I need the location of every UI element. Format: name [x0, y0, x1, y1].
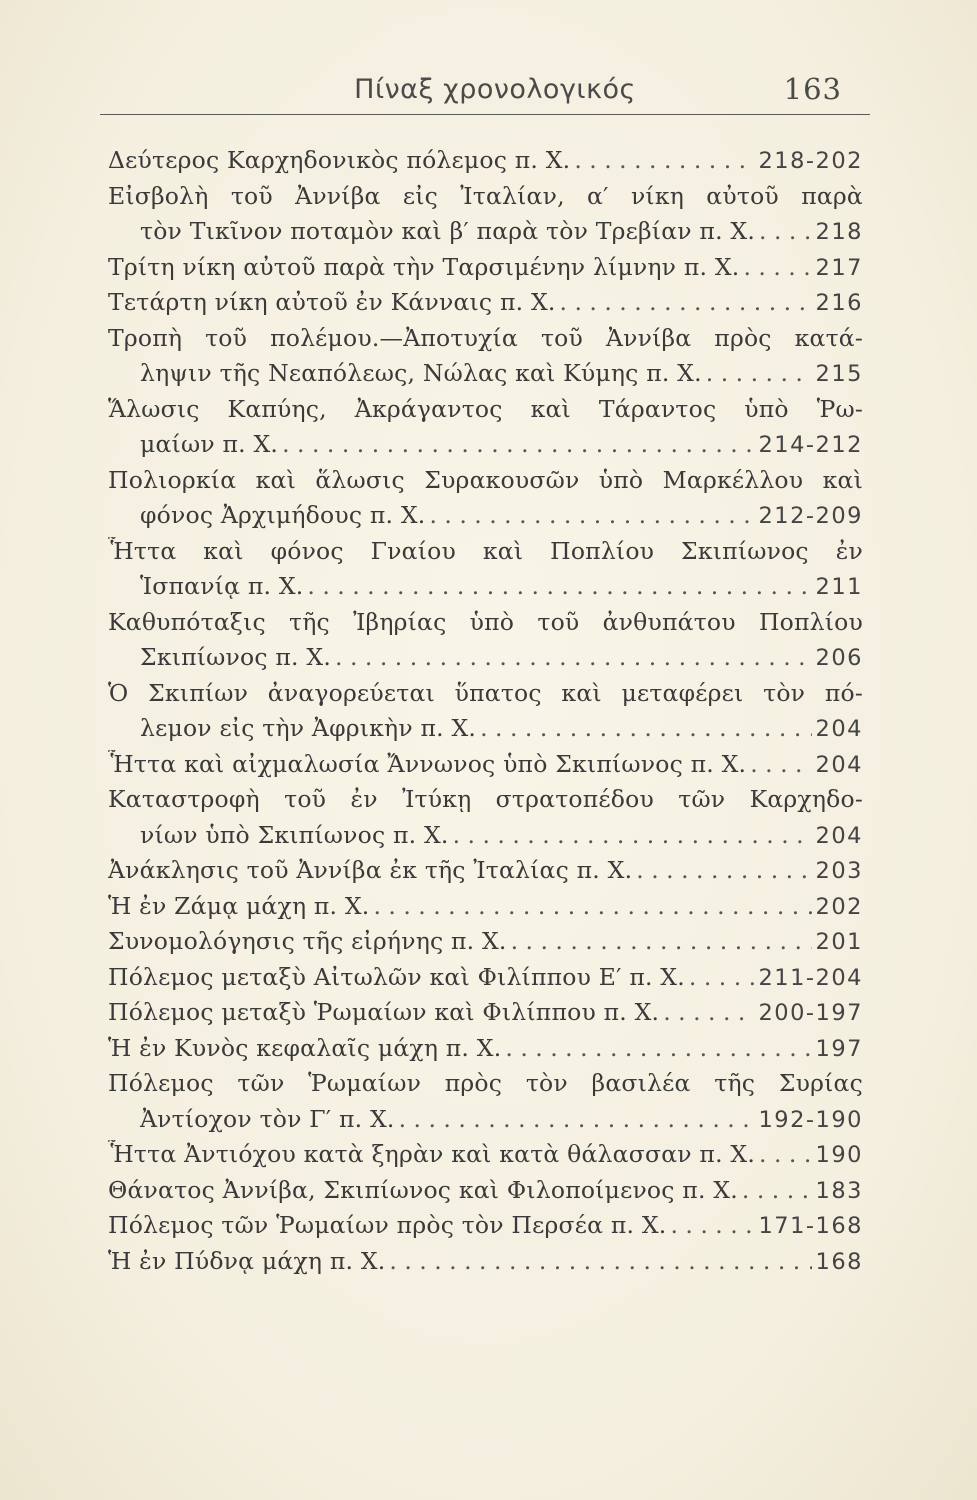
dot-leader	[389, 1247, 811, 1275]
table-row	[108, 1034, 863, 1070]
event-text: Πόλεμος τῶν Ῥωμαίων πρὸς τὸν Περσέα π. Χ.	[108, 1211, 667, 1239]
dot-leader	[560, 288, 812, 316]
event-text: Ἱσπανίᾳ π. Χ.	[140, 572, 304, 600]
event-text: Ἡ ἐν Ζάμᾳ μάχη π. Χ.	[108, 891, 370, 920]
dot-leader	[636, 856, 811, 884]
table-row	[108, 608, 863, 644]
table-row	[108, 395, 863, 431]
event-text: Ἀνάκλησις τοῦ Ἀννίβα ἐκ τῆς Ἰταλίας π. Χ.	[108, 856, 633, 884]
event-text: Τροπὴ τοῦ πολέμου.—Ἀποτυχία τοῦ Ἀννίβα πρὸς κατά-	[108, 323, 863, 352]
event-year: 206	[815, 645, 863, 671]
dot-leader	[307, 572, 811, 600]
event-year: 190	[815, 1142, 863, 1168]
event-text: Ἧττα καὶ φόνος Γναίου καὶ Ποπλίου Σκιπίωνος ἐν	[108, 536, 863, 565]
table-row	[108, 1140, 863, 1176]
event-year: 212-209	[758, 503, 863, 529]
chronological-table	[108, 146, 863, 1282]
event-text: Θάνατος Ἀννίβα, Σκιπίωνος καὶ Φιλοποίμενος π. Χ.	[108, 1175, 738, 1204]
page-title: Πίναξ χρονολογικός	[354, 74, 636, 105]
dot-leader	[742, 1176, 812, 1204]
event-year: 204	[815, 822, 863, 849]
table-row	[108, 146, 863, 182]
event-year: 216	[815, 290, 863, 316]
dot-leader	[743, 253, 811, 281]
table-row	[108, 856, 863, 892]
event-text: Συνομολόγησις τῆς εἰρήνης π. Χ.	[108, 927, 507, 955]
dot-leader	[505, 1034, 811, 1062]
event-year: 168	[815, 1248, 863, 1275]
event-text: φόνος Ἀρχιμήδους π. Χ.	[140, 501, 426, 529]
event-year: 211-204	[758, 964, 863, 991]
event-text: νίων ὑπὸ Σκιπίωνος π. Χ.	[140, 820, 449, 849]
table-row-continuation	[108, 714, 863, 750]
event-year: 200-197	[758, 1000, 863, 1026]
event-text: ληψιν τῆς Νεαπόλεως, Νώλας καὶ Κύμης π. Χ.	[140, 359, 702, 387]
table-row	[108, 750, 863, 786]
event-text: λεμον εἰς τὴν Ἀφρικὴν π. Χ.	[140, 714, 477, 742]
event-year: 218	[815, 219, 863, 245]
table-row	[108, 253, 863, 289]
dot-leader	[574, 146, 754, 174]
event-year: 214-212	[758, 432, 863, 458]
event-year: 211	[815, 574, 863, 600]
page-number: 163	[783, 72, 842, 106]
event-year: 171-168	[758, 1213, 863, 1239]
dot-leader	[511, 927, 812, 955]
table-row-continuation	[108, 1105, 863, 1141]
table-row	[108, 892, 863, 928]
event-text: Σκιπίωνος π. Χ.	[140, 643, 331, 671]
event-text: μαίων π. Χ.	[140, 430, 279, 458]
table-row	[108, 288, 863, 324]
event-text: Πόλεμος μεταξὺ Ῥωμαίων καὶ Φιλίππου π. Χ.	[108, 998, 660, 1026]
event-year: 217	[815, 254, 863, 281]
event-year: 201	[815, 929, 863, 955]
event-text: Καταστροφὴ τοῦ ἐν Ἰτύκῃ στρατοπέδου τῶν Καρχηδο-	[108, 785, 863, 813]
table-row	[108, 998, 863, 1034]
event-text: Πολιορκία καὶ ἅλωσις Συρακουσῶν ὑπὸ Μαρκέλλου καὶ	[108, 465, 863, 494]
event-text: Ἀντίοχον τὸν Γ′ π. Χ.	[140, 1104, 395, 1133]
event-text: Ἅλωσις Καπύης, Ἀκράγαντος καὶ Τάραντος ὑπὸ Ῥω-	[108, 394, 863, 423]
dot-leader	[335, 643, 812, 671]
table-row	[108, 537, 863, 573]
table-row	[108, 679, 863, 715]
event-text: Εἰσβολὴ τοῦ Ἀννίβα εἰς Ἰταλίαν, α′ νίκη αὐτοῦ παρὰ	[108, 181, 863, 210]
event-year: 204	[815, 716, 863, 742]
dot-leader	[373, 892, 811, 920]
table-row-continuation	[108, 501, 863, 537]
dot-leader	[663, 998, 754, 1026]
page-header	[100, 72, 870, 115]
event-year: 183	[815, 1177, 863, 1204]
table-row	[108, 927, 863, 963]
table-row	[108, 963, 863, 999]
dot-leader	[750, 750, 811, 778]
event-year: 197	[815, 1035, 863, 1062]
event-text: Καθυπόταξις τῆς Ἰβηρίας ὑπὸ τοῦ ἀνθυπάτου Ποπλίου	[108, 607, 863, 636]
dot-leader	[706, 359, 812, 387]
table-row-continuation	[108, 572, 863, 608]
event-year: 218-202	[758, 148, 863, 174]
dot-leader	[689, 963, 755, 991]
dot-leader	[480, 714, 811, 742]
table-row-continuation	[108, 821, 863, 857]
event-text: Ἧττα καὶ αἰχμαλωσία Ἄννωνος ὑπὸ Σκιπίωνος π. Χ.	[108, 749, 747, 778]
table-row-continuation	[108, 217, 863, 253]
event-year: 202	[815, 893, 863, 920]
dot-leader	[429, 501, 754, 529]
table-row	[108, 1211, 863, 1247]
event-text: Ὁ Σκιπίων ἀναγορεύεται ὕπατος καὶ μεταφέρει τὸν πό-	[108, 678, 863, 707]
event-year: 215	[815, 361, 863, 387]
dot-leader	[759, 217, 812, 245]
dot-leader	[759, 1140, 812, 1168]
table-row-continuation	[108, 430, 863, 466]
event-text: Ἡ ἐν Κυνὸς κεφαλαῖς μάχη π. Χ.	[108, 1033, 502, 1062]
table-row	[108, 1247, 863, 1283]
table-row	[108, 182, 863, 218]
table-row-continuation	[108, 359, 863, 395]
event-text: Τετάρτη νίκη αὐτοῦ ἐν Κάνναις π. Χ.	[108, 288, 556, 316]
table-row	[108, 1176, 863, 1212]
dot-leader	[282, 430, 754, 458]
event-text: Τρίτη νίκη αὐτοῦ παρὰ τὴν Ταρσιμένην λίμνην π. Χ.	[108, 252, 740, 281]
event-year: 204	[815, 751, 863, 778]
table-row	[108, 785, 863, 821]
table-row-continuation	[108, 643, 863, 679]
table-row	[108, 466, 863, 502]
dot-leader	[670, 1211, 754, 1239]
event-text: Ἧττα Ἀντιόχου κατὰ ξηρὰν καὶ κατὰ θάλασσαν π. Χ.	[108, 1140, 756, 1168]
event-text: τὸν Τικῖνον ποταμὸν καὶ β′ παρὰ τὸν Τρεβίαν π. Χ.	[140, 217, 756, 245]
dot-leader	[453, 821, 812, 849]
event-text: Πόλεμος μεταξὺ Αἰτωλῶν καὶ Φιλίππου Ε′ π. Χ.	[108, 962, 685, 991]
event-text: Δεύτερος Καρχηδονικὸς πόλεμος π. Χ.	[108, 146, 571, 174]
dot-leader	[399, 1105, 755, 1133]
event-text: Ἡ ἐν Πύδνᾳ μάχη π. Χ.	[108, 1246, 386, 1275]
table-row	[108, 1069, 863, 1105]
event-year: 203	[815, 858, 863, 884]
table-row	[108, 324, 863, 360]
event-text: Πόλεμος τῶν Ῥωμαίων πρὸς τὸν βασιλέα τῆς Συρίας	[108, 1069, 863, 1097]
event-year: 192-190	[758, 1106, 863, 1133]
